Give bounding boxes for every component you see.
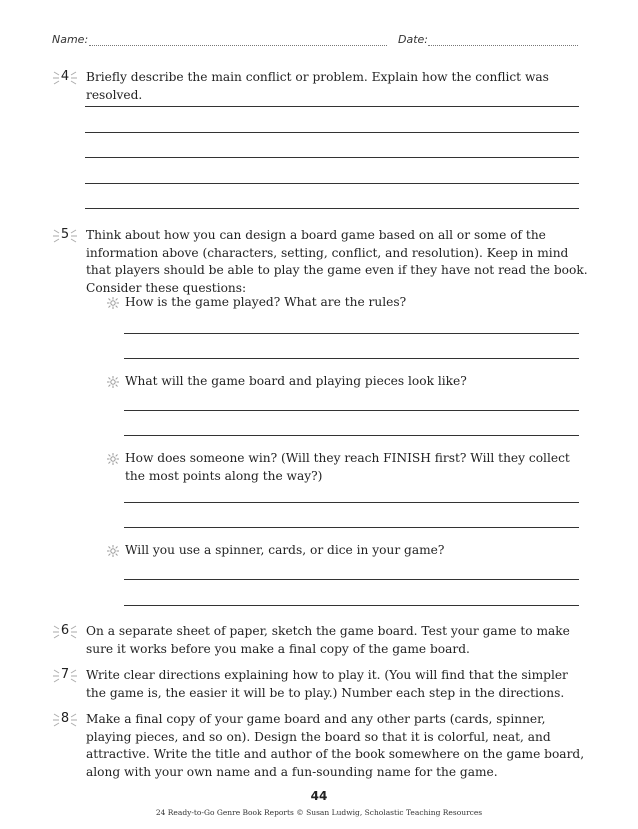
sun-bullet-icon	[107, 453, 119, 465]
question-8-text: Make a final copy of your game board and any other parts (cards, spinner, playing pieces, and so on). Design the board so that it is colorful, neat, and attractive. Write the title and author of the book somewhere on the game board, along with your own name and a fun-sounding name for the game.	[86, 712, 585, 779]
answer-line[interactable]	[124, 527, 579, 528]
answer-line[interactable]	[124, 435, 579, 436]
question-number-badge	[52, 710, 78, 730]
question-number: 6	[60, 623, 70, 638]
answer-line[interactable]	[85, 132, 579, 133]
question-7-text: Write clear directions explaining how to play it. (You will find that the simpler the game is, the easier it will be to play.) Number each step in the directions.	[86, 668, 568, 700]
sun-bullet-icon	[107, 297, 119, 309]
answer-line[interactable]	[85, 106, 579, 107]
answer-line[interactable]	[124, 502, 579, 503]
question-5-text: Think about how you can design a board game based on all or some of the information above (characters, setting, conflict, and resolution). Keep in mind that players should be able to play the game even if they have not read the book. Consider these questions:	[86, 228, 588, 295]
answer-line[interactable]	[124, 579, 579, 580]
question-number-badge	[52, 622, 78, 642]
question-6-text: On a separate sheet of paper, sketch the game board. Test your game to make sure it works before you make a final copy of the game board.	[86, 624, 570, 656]
name-field[interactable]	[89, 45, 387, 46]
question-number: 7	[60, 667, 70, 682]
footer-credit: 24 Ready-to-Go Genre Book Reports © Susan Ludwig, Scholastic Teaching Resources	[155, 808, 483, 817]
answer-line[interactable]	[85, 208, 579, 209]
bullet-question: How does someone win? (Will they reach FINISH first? Will they collect the most points along the way?)	[125, 451, 570, 483]
question-number: 8	[60, 711, 70, 726]
question-number-badge	[52, 666, 78, 686]
answer-line[interactable]	[85, 183, 579, 184]
date-field[interactable]	[428, 45, 578, 46]
answer-line[interactable]	[124, 605, 579, 606]
answer-line[interactable]	[85, 157, 579, 158]
question-number-badge	[52, 68, 78, 88]
date-label: Date:	[398, 33, 428, 46]
bullet-question: How is the game played? What are the rules?	[125, 295, 407, 309]
bullet-question: What will the game board and playing pieces look like?	[125, 374, 467, 388]
page-number: 44	[310, 789, 328, 803]
answer-line[interactable]	[124, 333, 579, 334]
question-number: 4	[60, 69, 70, 84]
answer-line[interactable]	[124, 358, 579, 359]
bullet-question: Will you use a spinner, cards, or dice in your game?	[125, 543, 445, 557]
question-number: 5	[60, 227, 70, 242]
sun-bullet-icon	[107, 376, 119, 388]
question-4-text: Briefly describe the main conflict or problem. Explain how the conflict was resolved.	[86, 70, 549, 102]
sun-bullet-icon	[107, 545, 119, 557]
name-label: Name:	[52, 33, 89, 46]
answer-line[interactable]	[124, 410, 579, 411]
question-number-badge	[52, 226, 78, 246]
